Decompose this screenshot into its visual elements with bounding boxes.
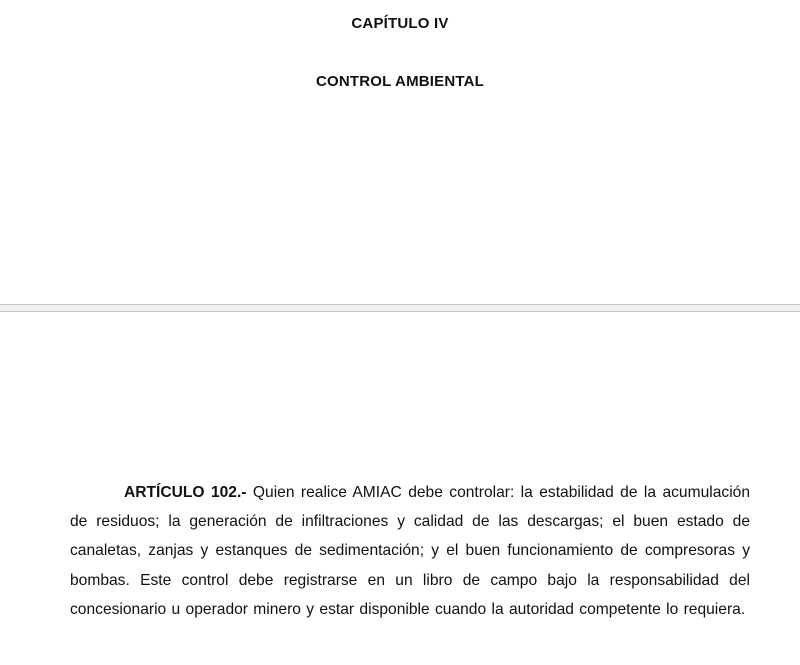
chapter-title-heading: CONTROL AMBIENTAL: [315, 73, 485, 90]
chapter-number-heading: CAPÍTULO IV: [351, 15, 449, 32]
article-label: ARTÍCULO 102.-: [124, 484, 247, 501]
page-separator: [0, 304, 800, 312]
document-page-top: [0, 0, 800, 304]
article-paragraph: [70, 478, 750, 624]
article-body-text: Quien realice AMIAC debe controlar: la estabilidad de la acumulación de residuos; la generación de infiltraciones y calidad de las descargas; el buen estado de canaletas, zanjas y estanques de sedimentación; y el buen funcionamiento de compresoras y bombas. Este control debe registrarse en un libro de campo bajo la responsabilidad del concesionario u operador minero y estar disponible cuando la autoridad competente lo requiera.: [70, 484, 751, 618]
